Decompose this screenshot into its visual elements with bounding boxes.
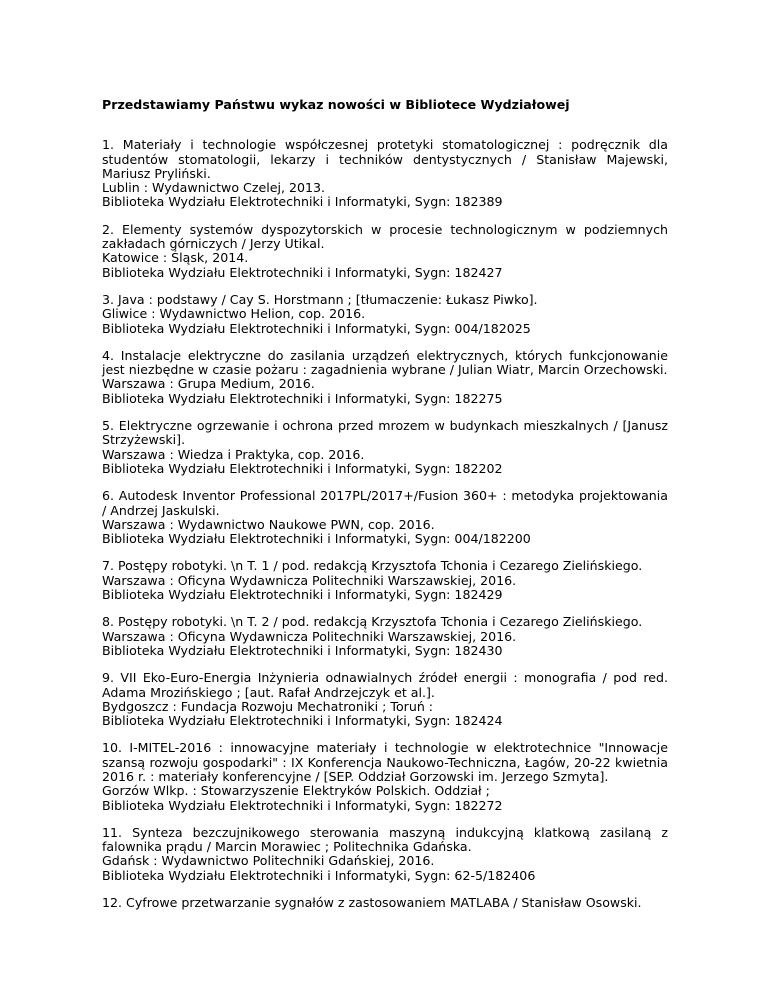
book-location: Biblioteka Wydziału Elektrotechniki i Informatyki, Sygn: 182202 <box>102 460 503 476</box>
book-entry <box>102 223 668 280</box>
book-location: Biblioteka Wydziału Elektrotechniki i Informatyki, Sygn: 182429 <box>102 587 503 603</box>
book-description: 10. I-MITEL-2016 : innowacyjne materiały i technologie w elektrotechnice "Innowacje szansą rozwoju gospodarki" : IX Konferencja Naukowo-Techniczna, Łagów, 20-22 kwietnia 2016 r. : materiały konferencyjne / [SEP. Oddział Gorzowski im. Jerzego Szmyta]. <box>102 740 668 784</box>
book-description: 3. Java : podstawy / Cay S. Horstmann ; [tłumaczenie: Łukasz Piwko]. <box>102 291 538 307</box>
book-publication: Gorzów Wlkp. : Stowarzyszenie Elektryków Polskich. Oddział ; <box>102 783 490 799</box>
book-location: Biblioteka Wydziału Elektrotechniki i Informatyki, Sygn: 182427 <box>102 264 503 280</box>
book-location: Biblioteka Wydziału Elektrotechniki i Informatyki, Sygn: 182430 <box>102 642 503 658</box>
book-location: Biblioteka Wydziału Elektrotechniki i Informatyki, Sygn: 004/182200 <box>102 531 531 547</box>
book-entry <box>102 896 668 910</box>
book-location: Biblioteka Wydziału Elektrotechniki i Informatyki, Sygn: 182275 <box>102 390 503 406</box>
book-publication: Lublin : Wydawnictwo Czelej, 2013. <box>102 180 326 196</box>
document-heading: Przedstawiamy Państwu wykaz nowości w Bibliotece Wydziałowej <box>102 97 570 112</box>
book-location: Biblioteka Wydziału Elektrotechniki i Informatyki, Sygn: 004/182025 <box>102 320 531 336</box>
book-entry <box>102 615 668 658</box>
book-entry <box>102 349 668 406</box>
book-entry <box>102 293 668 336</box>
book-description: 9. VII Eko-Euro-Energia Inżynieria odnawialnych źródeł energii : monografia / pod red. Adama Mrozińskiego ; [aut. Rafał Andrzejczyk et al.]. <box>102 670 668 700</box>
book-entry <box>102 138 668 209</box>
book-location: Biblioteka Wydziału Elektrotechniki i Informatyki, Sygn: 182389 <box>102 194 503 210</box>
book-location: Biblioteka Wydziału Elektrotechniki i Informatyki, Sygn: 62-5/182406 <box>102 867 536 883</box>
book-entry <box>102 559 668 602</box>
book-list <box>102 138 668 910</box>
book-description: 1. Materiały i technologie współczesnej protetyki stomatologicznej : podręcznik dla studentów stomatologii, lekarzy i techników dentystycznych / Stanisław Majewski, Mariusz Pryliński. <box>102 137 668 181</box>
book-description: 2. Elementy systemów dyspozytorskich w procesie technologicznym w podziemnych zakładach górniczych / Jerzy Utikal. <box>102 221 668 252</box>
book-entry <box>102 489 668 546</box>
book-publication: Katowice : Śląsk, 2014. <box>102 250 249 266</box>
book-entry <box>102 671 668 728</box>
book-publication: Gliwice : Wydawnictwo Helion, cop. 2016. <box>102 306 366 322</box>
book-publication: Warszawa : Wydawnictwo Naukowe PWN, cop. 2016. <box>102 516 435 532</box>
book-publication: Warszawa : Oficyna Wydawnicza Politechniki Warszawskiej, 2016. <box>102 628 517 644</box>
book-entry <box>102 419 668 476</box>
book-description: 4. Instalacje elektryczne do zasilania urządzeń elektrycznych, których funkcjonowanie jest niezbędne w czasie pożaru : zagadnienia wybrane / Julian Wiatr, Marcin Orzechowski. <box>102 347 668 378</box>
book-publication: Warszawa : Oficyna Wydawnicza Politechniki Warszawskiej, 2016. <box>102 572 517 588</box>
book-description: 11. Synteza bezczujnikowego sterowania maszyną indukcyjną klatkową zasilaną z falownika prądu / Marcin Morawiec ; Politechnika Gdańska. <box>102 824 668 855</box>
book-publication: Warszawa : Grupa Medium, 2016. <box>102 376 315 392</box>
book-description: 12. Cyfrowe przetwarzanie sygnałów z zastosowaniem MATLABA / Stanisław Osowski. <box>102 895 642 911</box>
book-description: 5. Elektryczne ogrzewanie i ochrona przed mrozem w budynkach mieszkalnych / [Janusz Strzyżewski]. <box>102 418 668 448</box>
book-publication: Warszawa : Wiedza i Praktyka, cop. 2016. <box>102 446 365 462</box>
book-entry <box>102 741 668 812</box>
book-location: Biblioteka Wydziału Elektrotechniki i Informatyki, Sygn: 182424 <box>102 713 503 729</box>
book-location: Biblioteka Wydziału Elektrotechniki i Informatyki, Sygn: 182272 <box>102 797 503 813</box>
book-publication: Gdańsk : Wydawnictwo Politechniki Gdańskiej, 2016. <box>102 853 435 869</box>
book-description: 8. Postępy robotyki. \n T. 2 / pod. redakcją Krzysztofa Tchonia i Cezarego Zielińskiego. <box>102 614 643 630</box>
document-page <box>102 98 668 923</box>
book-entry <box>102 826 668 883</box>
book-description: 6. Autodesk Inventor Professional 2017PL/2017+/Fusion 360+ : metodyka projektowania / Andrzej Jaskulski. <box>102 488 668 518</box>
book-description: 7. Postępy robotyki. \n T. 1 / pod. redakcją Krzysztofa Tchonia i Cezarego Zielińskiego. <box>102 558 643 574</box>
book-publication: Bydgoszcz : Fundacja Rozwoju Mechatroniki ; Toruń : <box>102 698 434 714</box>
